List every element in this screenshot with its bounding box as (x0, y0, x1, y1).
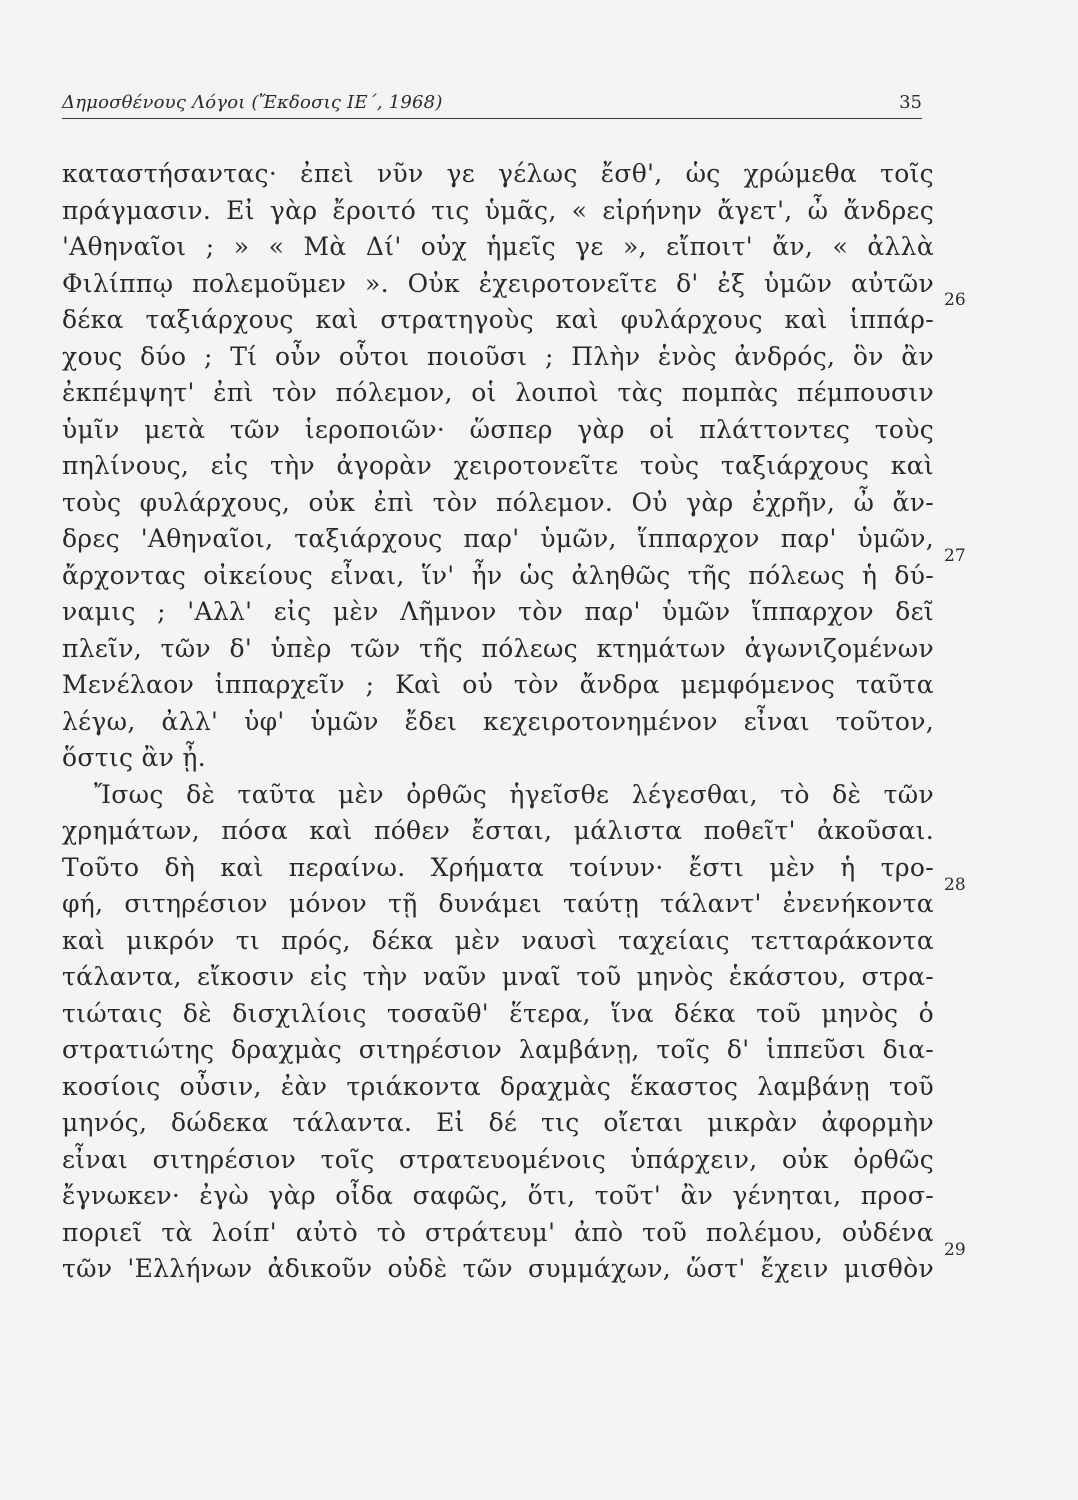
section-number: 28 (944, 875, 966, 895)
text-line: πηλίνους, εἰς τὴν ἀγορὰν χειροτονεῖτε τοὺς ταξιάρχους καὶ (62, 451, 934, 480)
text-line: Μενέλαον ἱππαρχεῖν ; Καὶ οὐ τὸν ἄνδρα μεμφόμενος ταῦτα (62, 670, 934, 699)
text-line: Τοῦτο δὴ καὶ περαίνω. Χρήματα τοίνυν· ἔστι μὲν ἡ τρο- (62, 852, 934, 882)
text-line: ὑμῖν μετὰ τῶν ἱεροποιῶν· ὥσπερ γὰρ οἱ πλάττοντες τοὺς (62, 414, 934, 444)
text-line: τῶν 'Ελλήνων ἀδικοῦν οὐδὲ τῶν συμμάχων, ὥστ' ἔχειν μισθὸν (62, 1254, 934, 1283)
page-number: 35 (899, 92, 922, 113)
text-line: δρες 'Αθηναῖοι, ταξιάρχους παρ' ὑμῶν, ἵππαρχον παρ' ὑμῶν, (62, 524, 934, 553)
text-line: καταστήσαντας· ἐπεὶ νῦν γε γέλως ἔσθ', ὡς χρώμεθα τοῖς (62, 159, 934, 188)
section-number: 29 (944, 1240, 966, 1260)
text-line: ἄρχοντας οἰκείους εἶναι, ἵν' ἦν ὡς ἀληθῶς τῆς πόλεως ἡ δύ- (62, 560, 934, 590)
text-line: φή, σιτηρέσιον μόνον τῇ δυνάμει ταύτῃ τάλαντ' ἐνενήκοντα (62, 889, 934, 918)
body-text (62, 156, 934, 1288)
text-line: χρημάτων, πόσα καὶ πόθεν ἔσται, μάλιστα ποθεῖτ' ἀκοῦσαι. (62, 816, 934, 845)
text-line: καὶ μικρόν τι πρός, δέκα μὲν ναυσὶ ταχείαις τετταράκοντα (62, 925, 934, 955)
header-title: Δημοσθένους Λόγοι (Ἔκδοσις ΙΕ΄, 1968) (62, 92, 443, 113)
text-line: ὅστις ἂν ᾖ. (62, 743, 206, 772)
text-line: λέγω, ἀλλ' ὑφ' ὑμῶν ἔδει κεχειροτονημένον εἶναι τοῦτον, (62, 706, 934, 736)
text-line: δέκα ταξιάρχους καὶ στρατηγοὺς καὶ φυλάρχους καὶ ἱππάρ- (62, 305, 934, 334)
text-line: ναμις ; 'Αλλ' εἰς μὲν Λῆμνον τὸν παρ' ὑμῶν ἵππαρχον δεῖ (62, 597, 934, 626)
text-line: κοσίοις οὖσιν, ἐὰν τριάκοντα δραχμὰς ἕκαστος λαμβάνῃ τοῦ (62, 1071, 934, 1101)
section-number: 27 (944, 546, 966, 566)
text-line: τάλαντα, εἴκοσιν εἰς τὴν ναῦν μναῖ τοῦ μηνὸς ἑκάστου, στρα- (62, 962, 934, 991)
text-line: εἶναι σιτηρέσιον τοῖς στρατευομένοις ὑπάρχειν, οὐκ ὀρθῶς (62, 1144, 934, 1174)
text-line: Ἴσως δὲ ταῦτα μὲν ὀρθῶς ἡγεῖσθε λέγεσθαι, τὸ δὲ τῶν (94, 779, 934, 809)
text-line: πράγμασιν. Εἰ γὰρ ἔροιτό τις ὑμᾶς, « εἰρήνην ἄγετ', ὦ ἄνδρες (62, 195, 934, 225)
text-line: χους δύο ; Τί οὖν οὗτοι ποιοῦσι ; Πλὴν ἑνὸς ἀνδρός, ὃν ἂν (62, 341, 934, 371)
text-line: ποριεῖ τὰ λοίπ' αὐτὸ τὸ στράτευμ' ἀπὸ τοῦ πολέμου, οὐδένα (62, 1217, 934, 1247)
running-header (62, 90, 922, 119)
text-line: τιώταις δὲ δισχιλίοις τοσαῦθ' ἕτερα, ἵνα δέκα τοῦ μηνὸς ὁ (62, 998, 934, 1028)
text-line: ἔγνωκεν· ἐγὼ γὰρ οἶδα σαφῶς, ὅτι, τοῦτ' ἂν γένηται, προσ- (62, 1181, 934, 1210)
text-line: Φιλίππῳ πολεμοῦμεν ». Οὐκ ἐχειροτονεῖτε δ' ἐξ ὑμῶν αὐτῶν (62, 268, 934, 298)
text-line: πλεῖν, τῶν δ' ὑπὲρ τῶν τῆς πόλεως κτημάτων ἀγωνιζομένων (62, 633, 934, 663)
text-line: 'Αθηναῖοι ; » « Μὰ Δί' οὐχ ἡμεῖς γε », εἴποιτ' ἄν, « ἀλλὰ (62, 232, 934, 261)
text-line: στρατιώτης δραχμὰς σιτηρέσιον λαμβάνῃ, τοῖς δ' ἱππεῦσι δια- (62, 1035, 934, 1064)
text-line: ἐκπέμψητ' ἐπὶ τὸν πόλεμον, οἱ λοιποὶ τὰς πομπὰς πέμπουσιν (62, 378, 934, 407)
text-line: μηνός, δώδεκα τάλαντα. Εἰ δέ τις οἴεται μικρὰν ἀφορμὴν (62, 1108, 934, 1137)
section-number: 26 (944, 290, 966, 310)
text-line: τοὺς φυλάρχους, οὐκ ἐπὶ τὸν πόλεμον. Οὐ γὰρ ἐχρῆν, ὦ ἄν- (62, 487, 934, 517)
